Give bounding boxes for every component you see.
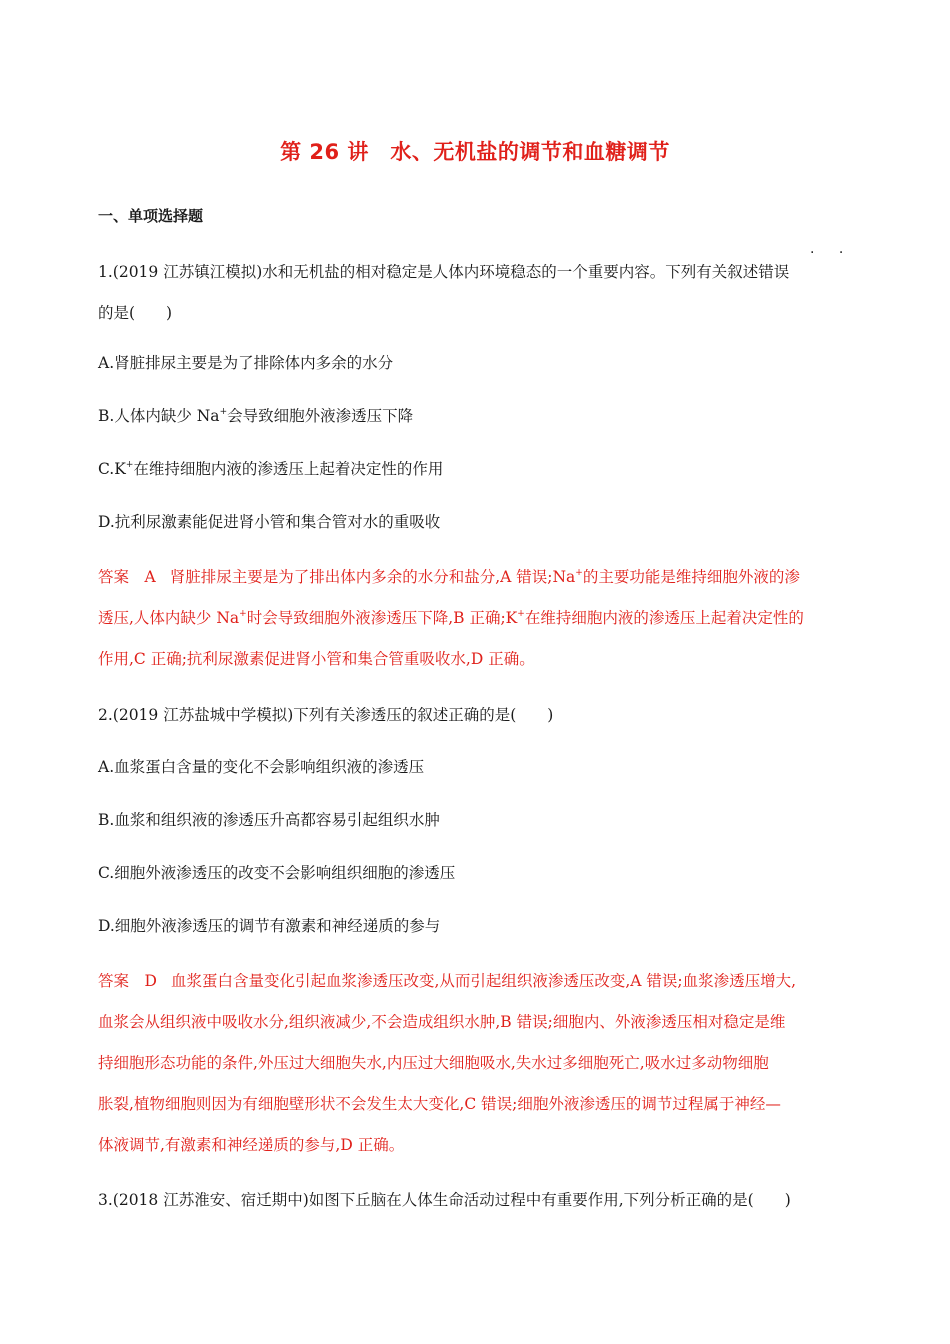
option-b-part-1: B.人体内缺少 Na	[98, 407, 220, 425]
question-2-stem: 2.(2019 江苏盐城中学模拟)下列有关渗透压的叙述正确的是( )	[98, 706, 554, 724]
answer-2-line-5: 体液调节,有激素和神经递质的参与,D 正确。	[98, 1136, 405, 1154]
option-a: A.血浆蛋白含量的变化不会影响组织液的渗透压	[98, 758, 425, 776]
q2-option-a	[98, 747, 854, 788]
option-c	[98, 449, 854, 490]
answer-2-line-2: 血浆会从组织液中吸收水分,组织液减少,不会造成组织水肿,B 错误;细胞内、外液渗透压相对稳定是维	[98, 1013, 786, 1031]
section-heading: 一、单项选择题	[98, 207, 204, 225]
answer-1-line-2	[98, 598, 854, 639]
q2-option-d	[98, 906, 854, 947]
answer-tag: 答案 A	[98, 568, 156, 586]
superscript: +	[239, 608, 247, 619]
question-3-stem: 3.(2018 江苏淮安、宿迁期中)如图下丘脑在人体生命活动过程中有重要作用,下列分析正确的是( )	[98, 1191, 791, 1209]
question-1	[98, 252, 854, 334]
question-1-stem-line-1: 1.(2019 江苏镇江模拟)水和无机盐的相对稳定是人体内环境稳态的一个重要内容。下列有关叙述错误	[98, 263, 790, 281]
question-2	[98, 695, 854, 736]
answer-1-line-1-part-1: 肾脏排尿主要是为了排出体内多余的水分和盐分,A 错误;Na	[169, 568, 576, 586]
question-1-stem-line-2: 的是( )	[98, 304, 173, 322]
answer-1-line-3: 作用,C 正确;抗利尿激素促进肾小管和集合管重吸收水,D 正确。	[98, 650, 535, 668]
option-b-part-2: 会导致细胞外液渗透压下降	[227, 407, 414, 425]
superscript: +	[517, 608, 525, 619]
emphasis-dots: · ·	[810, 245, 854, 261]
superscript: +	[575, 567, 583, 578]
answer-1-line-2-part-1: 透压,人体内缺少 Na	[98, 609, 240, 627]
q2-option-c	[98, 853, 854, 894]
page-title: 第 26 讲 水、无机盐的调节和血糖调节	[280, 140, 670, 164]
q2-option-b	[98, 800, 854, 841]
answer-2-line-1-text: 血浆蛋白含量变化引起血浆渗透压改变,从而引起组织液渗透压改变,A 错误;血浆渗透压增大,	[170, 972, 797, 990]
option-d: D.细胞外液渗透压的调节有激素和神经递质的参与	[98, 917, 441, 935]
option-d	[98, 502, 854, 543]
option-c: C.细胞外液渗透压的改变不会影响组织细胞的渗透压	[98, 864, 456, 882]
option-c-part-1: C.K	[98, 460, 126, 478]
answer-tag: 答案 D	[98, 972, 157, 990]
answer-2-line-3: 持细胞形态功能的条件,外压过大细胞失水,内压过大细胞吸水,失水过多细胞死亡,吸水过多动物细胞	[98, 1054, 769, 1072]
answer-1	[98, 557, 854, 680]
superscript: +	[125, 459, 134, 470]
answer-2-line-4: 胀裂,植物细胞则因为有细胞壁形状不会发生太大变化,C 错误;细胞外液渗透压的调节过程属于神经—	[98, 1095, 781, 1113]
option-b: B.血浆和组织液的渗透压升高都容易引起组织水肿	[98, 811, 440, 829]
answer-2	[98, 961, 854, 1166]
answer-1-line-1-part-2: 的主要功能是维持细胞外液的渗	[582, 568, 800, 586]
option-b	[98, 396, 854, 437]
option-b-text	[98, 396, 854, 437]
question-3	[98, 1180, 854, 1221]
option-d-text: D.抗利尿激素能促进肾小管和集合管对水的重吸收	[98, 513, 441, 531]
option-a: A.肾脏排尿主要是为了排除体内多余的水分	[98, 354, 394, 372]
option-c-text	[98, 449, 854, 490]
answer-2-line-1	[98, 961, 854, 1002]
question-1-options	[98, 343, 854, 384]
superscript: +	[219, 406, 228, 417]
answer-1-line-1	[98, 557, 854, 598]
answer-1-line-2-part-3: 在维持细胞内液的渗透压上起着决定性的	[524, 609, 804, 627]
answer-1-line-2-part-2: 时会导致细胞外液渗透压下降,B 正确;K	[246, 609, 518, 627]
option-c-part-2: 在维持细胞内液的渗透压上起着决定性的作用	[133, 460, 444, 478]
